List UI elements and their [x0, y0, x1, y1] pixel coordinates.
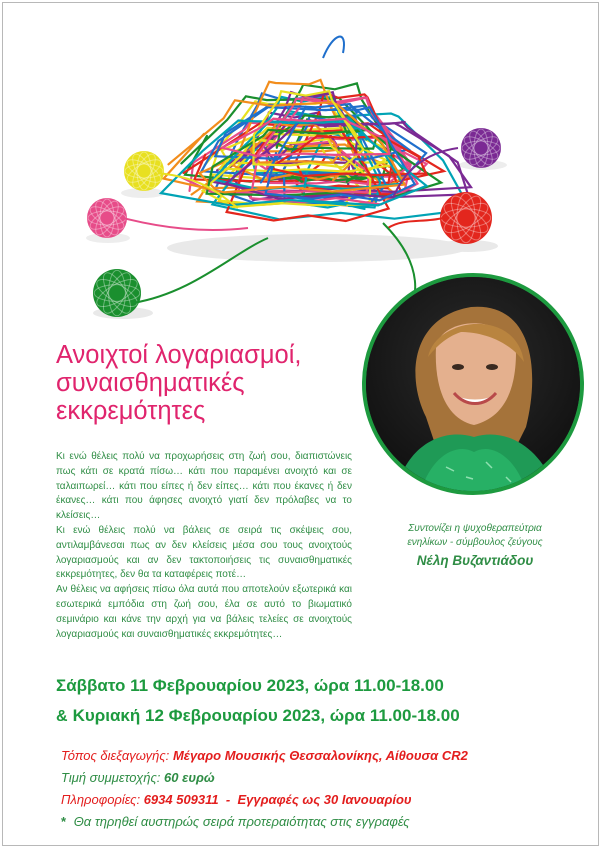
info-phone: 6934 509311: [143, 792, 219, 807]
yarn-ball: [440, 192, 492, 244]
event-description: [56, 450, 352, 642]
coordinator-name: Νέλη Βυζαντιάδου: [416, 553, 534, 568]
asterisk: *: [61, 814, 67, 829]
fee-row: [61, 770, 215, 785]
fee-label: Τιμή συμμετοχής:: [61, 770, 161, 785]
event-date-2: Κυριακή 12 Φεβρουαρίου 2023, ώρα 11.00-18.00: [72, 706, 460, 725]
description-paragraph: Αν θέλεις να αφήσεις πίσω όλα αυτά που αποτελούν εξωτερικά και εσωτερικά εμπόδια στη ζωή σου, έλα σε αυτό το βιωματικό σεμινάριο και κάνε την αρχή για να βάλεις τελείες σε ανοιχτούς λογαριασμούς και συναισθηματικές εκκρεμότητες…: [56, 584, 352, 640]
yarn-ball: [87, 198, 127, 238]
description-paragraph: Κι ενώ θέλεις πολύ να προχωρήσεις στη ζωή σου, διαπιστώνεις πως κάτι σε κρατά πίσω… κάτι που παραμένει ανοιχτό και σε ταλαιπωρεί… κάτι που είπες ή δεν είπες… κάτι που έκανες ή δεν έκανες… κάτι που άφησες ανοιχτό γιατί δεν πρόλαβες να το κλείσεις…: [56, 451, 352, 522]
venue-value: Μέγαρο Μουσικής Θεσσαλονίκης, Αίθουσα CR2: [172, 748, 468, 763]
coordinator-block: [375, 522, 575, 568]
ampersand: &: [56, 708, 68, 725]
venue-row: [61, 748, 468, 763]
venue-label: Τόπος διεξαγωγής:: [61, 748, 170, 763]
event-title: [56, 341, 376, 425]
event-date-1: Σάββατο 11 Φεβρουαρίου 2023, ώρα 11.00-18.00: [56, 676, 444, 695]
info-separator: -: [225, 792, 231, 807]
yarn-ball: [461, 128, 501, 168]
title-line: συναισθηματικές: [56, 369, 245, 397]
title-line: Ανοιχτοί λογαριασμοί,: [56, 341, 302, 369]
registration-deadline: Εγγραφές ως 30 Ιανουαρίου: [237, 792, 412, 807]
yarn-ball: [93, 269, 141, 317]
fee-value: 60 ευρώ: [164, 770, 215, 785]
note-row: [61, 814, 410, 829]
event-date-2-row: [56, 706, 460, 726]
yarn-ball: [124, 151, 164, 191]
title-line: εκκρεμότητες: [56, 397, 206, 425]
coordinator-role: ενηλίκων - σύμβουλος ζεύγους: [407, 537, 543, 548]
info-row: [61, 792, 412, 807]
description-paragraph: Κι ενώ θέλεις πολύ να βάλεις σε σειρά τις σκέψεις σου, αντιλαμβάνεσαι πως αν δεν κλείσεις μέσα σου τους ανοιχτούς λογαριασμούς και αν δεν τακτοποιήσεις τις συναισθηματικές εκκρεμότητες, δεν θα τα καταφέρεις ποτέ…: [56, 524, 352, 581]
info-label: Πληροφορίες:: [61, 792, 141, 807]
poster: [2, 2, 599, 846]
priority-note: Θα τηρηθεί αυστηρώς σειρά προτεραιότητας στις εγγραφές: [73, 814, 410, 829]
coordinator-role: Συντονίζει η ψυχοθεραπεύτρια: [408, 523, 542, 534]
coordinator-portrait: [362, 273, 584, 495]
